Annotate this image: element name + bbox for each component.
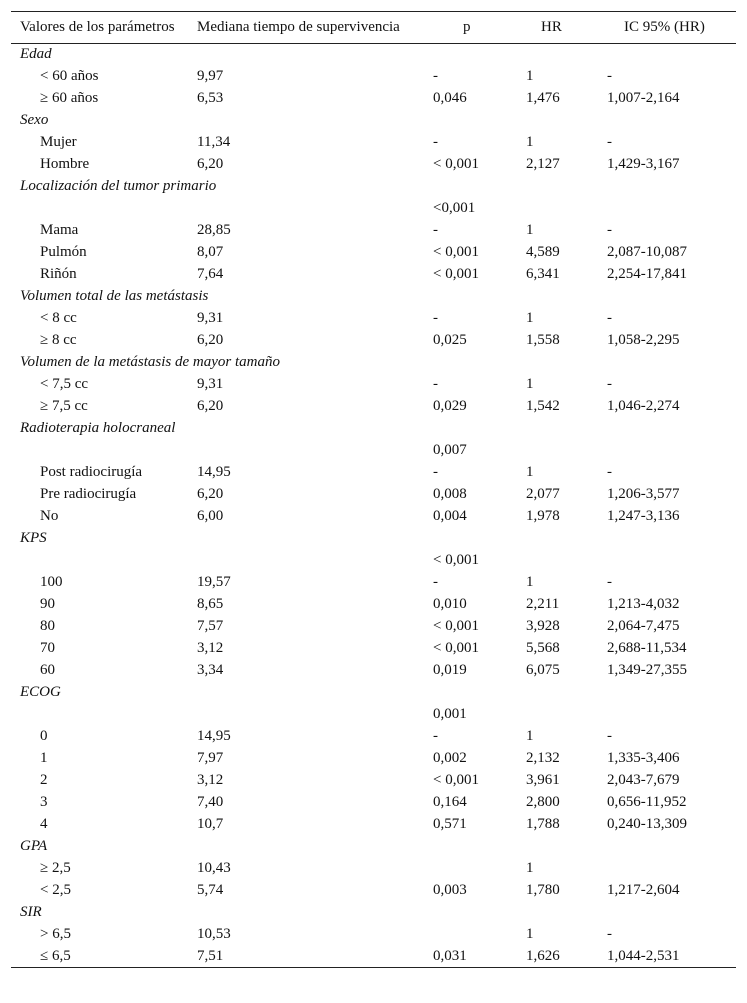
median-survival-cell [197, 198, 433, 220]
row-label: < 2,5 [40, 882, 71, 898]
hazard-ratio-cell: 2,077 [526, 486, 560, 502]
median-survival-cell: 19,57 [197, 574, 231, 590]
confidence-interval-cell: 1,044-2,531 [606, 946, 736, 968]
table-row [11, 308, 736, 330]
p-value-cell: 0,004 [433, 508, 467, 524]
hazard-ratio-cell: 1 [526, 222, 534, 238]
p-value-cell: < 0,001 [433, 244, 479, 260]
confidence-interval-cell: 1,217-2,604 [607, 882, 680, 898]
confidence-interval-cell [606, 440, 736, 462]
hazard-ratio-cell: 1 [526, 728, 534, 744]
survival-table [11, 11, 736, 968]
category-row [11, 902, 736, 924]
hazard-ratio-cell: 6,341 [526, 266, 560, 282]
median-survival-cell: 9,31 [197, 310, 224, 326]
category-row [11, 286, 736, 308]
confidence-interval-cell: 2,087-10,087 [607, 244, 687, 260]
header-confidence-interval: IC 95% (HR) [606, 12, 736, 44]
median-survival-cell: 6,20 [197, 156, 224, 172]
median-survival-cell: 7,97 [197, 750, 224, 766]
median-survival-cell: 6,20 [197, 486, 224, 502]
confidence-interval-cell: 1,335-3,406 [607, 750, 680, 766]
p-value-cell: - [433, 728, 438, 744]
p-value-cell: - [433, 464, 438, 480]
row-label [11, 704, 197, 726]
category-label: Localización del tumor primario [20, 178, 217, 194]
table-row [11, 770, 736, 792]
row-label: 70 [40, 640, 55, 656]
row-label: No [40, 508, 59, 524]
confidence-interval-cell: - [607, 310, 612, 326]
confidence-interval-cell: - [607, 926, 612, 942]
hazard-ratio-cell [526, 440, 606, 462]
p-value-cell: <0,001 [433, 200, 476, 216]
p-value-cell: 0,029 [433, 398, 467, 414]
row-label: < 8 cc [40, 310, 77, 326]
category-label: ECOG [20, 684, 61, 700]
category-row [11, 682, 736, 704]
table-row [11, 220, 736, 242]
table-row [11, 154, 736, 176]
hazard-ratio-cell: 2,127 [526, 156, 560, 172]
category-row [11, 836, 736, 858]
median-survival-cell: 9,31 [197, 376, 224, 392]
row-label [11, 440, 197, 462]
table-row [11, 264, 736, 286]
table-row [11, 506, 736, 528]
median-survival-cell: 3,12 [197, 772, 224, 788]
table-row [11, 396, 736, 418]
median-survival-cell: 7,40 [197, 794, 224, 810]
hazard-ratio-cell: 1,780 [526, 882, 560, 898]
hazard-ratio-cell: 5,568 [526, 640, 560, 656]
p-value-cell: < 0,001 [433, 772, 479, 788]
table-row [11, 594, 736, 616]
confidence-interval-cell: 1,429-3,167 [607, 156, 680, 172]
confidence-interval-cell: - [607, 222, 612, 238]
header-p-value: p [433, 12, 526, 44]
row-label: ≤ 6,5 [11, 946, 197, 968]
median-survival-cell: 7,51 [197, 946, 433, 968]
p-value-cell [433, 858, 526, 880]
confidence-interval-cell: - [607, 134, 612, 150]
hazard-ratio-cell: 1 [526, 68, 534, 84]
median-survival-cell [197, 704, 433, 726]
confidence-interval-cell: 0,240-13,309 [607, 816, 687, 832]
median-survival-cell: 6,00 [197, 508, 224, 524]
hazard-ratio-cell: 1 [526, 464, 534, 480]
median-survival-cell: 14,95 [197, 728, 231, 744]
confidence-interval-cell: 2,064-7,475 [607, 618, 680, 634]
p-value-cell: 0,025 [433, 332, 467, 348]
category-row [11, 418, 736, 440]
table-row [11, 88, 736, 110]
row-label: Mama [40, 222, 79, 238]
hazard-ratio-cell: 2,211 [526, 596, 560, 612]
p-value-cell: 0,003 [433, 882, 467, 898]
row-label: 4 [40, 816, 48, 832]
p-value-cell: - [433, 376, 438, 392]
row-label: 60 [40, 662, 55, 678]
row-label: 100 [40, 574, 63, 590]
table-row [11, 792, 736, 814]
hazard-ratio-cell: 3,961 [526, 772, 560, 788]
category-row [11, 176, 736, 198]
median-survival-cell [197, 550, 433, 572]
hazard-ratio-cell: 1,558 [526, 332, 560, 348]
row-label: ≥ 7,5 cc [40, 398, 88, 414]
median-survival-cell: 5,74 [197, 882, 224, 898]
table-row [11, 198, 736, 220]
hazard-ratio-cell: 4,589 [526, 244, 560, 260]
hazard-ratio-cell [526, 704, 606, 726]
median-survival-cell: 3,34 [197, 662, 224, 678]
table-row [11, 946, 736, 968]
table-row [11, 374, 736, 396]
table-row [11, 880, 736, 902]
category-row [11, 528, 736, 550]
confidence-interval-cell: 1,046-2,274 [607, 398, 680, 414]
row-label: 2 [40, 772, 48, 788]
confidence-interval-cell: 1,007-2,164 [607, 90, 680, 106]
row-label: < 7,5 cc [40, 376, 89, 392]
p-value-cell: 0,002 [433, 750, 467, 766]
category-label: GPA [20, 838, 48, 854]
confidence-interval-cell: 2,254-17,841 [607, 266, 687, 282]
row-label: < 60 años [40, 68, 99, 84]
category-row [11, 352, 736, 374]
table-row [11, 66, 736, 88]
median-survival-cell: 8,07 [197, 244, 224, 260]
p-value-cell: < 0,001 [433, 552, 479, 568]
category-label: SIR [20, 904, 42, 920]
p-value-cell: 0,010 [433, 596, 467, 612]
confidence-interval-cell [606, 198, 736, 220]
category-label: Sexo [20, 112, 49, 128]
confidence-interval-cell: 1,213-4,032 [607, 596, 680, 612]
hazard-ratio-cell: 1 [526, 926, 534, 942]
hazard-ratio-cell: 1,476 [526, 90, 560, 106]
confidence-interval-cell [606, 858, 736, 880]
row-label: 80 [40, 618, 55, 634]
hazard-ratio-cell [526, 198, 606, 220]
category-label: Edad [20, 46, 52, 63]
table-row [11, 550, 736, 572]
hazard-ratio-cell: 6,075 [526, 662, 560, 678]
p-value-cell: 0,571 [433, 816, 467, 832]
hazard-ratio-cell: 1,542 [526, 398, 560, 414]
confidence-interval-cell [606, 550, 736, 572]
p-value-cell: - [433, 574, 438, 590]
p-value-cell [433, 924, 526, 946]
median-survival-cell: 7,64 [197, 266, 224, 282]
table-row [11, 704, 736, 726]
confidence-interval-cell: - [607, 376, 612, 392]
hazard-ratio-cell: 1,978 [526, 508, 560, 524]
median-survival-cell: 3,12 [197, 640, 224, 656]
confidence-interval-cell: 1,349-27,355 [607, 662, 687, 678]
median-survival-cell: 6,53 [197, 90, 224, 106]
p-value-cell: 0,007 [433, 442, 467, 458]
table-header-row [11, 12, 736, 44]
row-label: 1 [40, 750, 48, 766]
table-row [11, 858, 736, 880]
header-median-survival: Mediana tiempo de supervivencia [197, 12, 433, 44]
p-value-cell: < 0,001 [433, 156, 479, 172]
confidence-interval-cell: 1,206-3,577 [607, 486, 680, 502]
confidence-interval-cell: 2,043-7,679 [607, 772, 680, 788]
table-row [11, 462, 736, 484]
hazard-ratio-cell: 1 [526, 574, 534, 590]
p-value-cell: 0,008 [433, 486, 467, 502]
row-label: ≥ 60 años [40, 90, 99, 106]
median-survival-cell: 6,20 [197, 332, 224, 348]
category-label: Volumen total de las metástasis [20, 288, 209, 304]
p-value-cell: < 0,001 [433, 618, 479, 634]
p-value-cell: 0,031 [433, 946, 526, 968]
table-row [11, 726, 736, 748]
median-survival-cell: 14,95 [197, 464, 231, 480]
confidence-interval-cell: - [607, 68, 612, 84]
confidence-interval-cell [606, 704, 736, 726]
row-label: Hombre [40, 156, 90, 172]
category-label: KPS [20, 530, 47, 546]
median-survival-cell [197, 440, 433, 462]
p-value-cell: - [433, 222, 438, 238]
hazard-ratio-cell: 1 [526, 134, 534, 150]
hazard-ratio-cell: 2,132 [526, 750, 560, 766]
p-value-cell: < 0,001 [433, 640, 479, 656]
hazard-ratio-cell [526, 550, 606, 572]
row-label: Post radiocirugía [40, 464, 143, 480]
confidence-interval-cell: 1,058-2,295 [607, 332, 680, 348]
p-value-cell: 0,164 [433, 794, 467, 810]
table-row [11, 638, 736, 660]
table-row [11, 616, 736, 638]
median-survival-cell: 10,7 [197, 816, 224, 832]
p-value-cell: - [433, 310, 438, 326]
hazard-ratio-cell: 3,928 [526, 618, 560, 634]
p-value-cell: 0,046 [433, 90, 467, 106]
confidence-interval-cell: - [607, 728, 612, 744]
hazard-ratio-cell: 1 [526, 860, 534, 876]
median-survival-cell: 8,65 [197, 596, 224, 612]
confidence-interval-cell: - [607, 574, 612, 590]
hazard-ratio-cell: 1 [526, 310, 534, 326]
category-label: Radioterapia holocraneal [20, 420, 176, 436]
p-value-cell: < 0,001 [433, 266, 479, 282]
table-row [11, 242, 736, 264]
row-label: Mujer [40, 134, 77, 150]
row-label: ≥ 2,5 [40, 860, 71, 876]
table-row [11, 572, 736, 594]
confidence-interval-cell: 0,656-11,952 [607, 794, 687, 810]
table-row [11, 132, 736, 154]
row-label: Pulmón [40, 244, 87, 260]
confidence-interval-cell: - [607, 464, 612, 480]
median-survival-cell: 7,57 [197, 618, 224, 634]
row-label: 90 [40, 596, 55, 612]
category-row [11, 110, 736, 132]
header-hazard-ratio: HR [526, 12, 606, 44]
table-row [11, 748, 736, 770]
header-parameter-values: Valores de los parámetros [11, 12, 197, 44]
p-value-cell: - [433, 134, 438, 150]
median-survival-cell: 10,43 [197, 860, 231, 876]
table-row [11, 440, 736, 462]
p-value-cell: 0,019 [433, 662, 467, 678]
confidence-interval-cell: 2,688-11,534 [607, 640, 687, 656]
row-label: 3 [40, 794, 48, 810]
median-survival-cell: 11,34 [197, 134, 231, 150]
hazard-ratio-cell: 2,800 [526, 794, 560, 810]
row-label: > 6,5 [40, 926, 71, 942]
row-label: 0 [40, 728, 48, 744]
table-body [11, 44, 736, 968]
p-value-cell: - [433, 68, 438, 84]
category-row [11, 44, 736, 66]
median-survival-cell: 10,53 [197, 926, 231, 942]
table-row [11, 484, 736, 506]
row-label: ≥ 8 cc [40, 332, 77, 348]
row-label [11, 550, 197, 572]
category-label: Volumen de la metástasis de mayor tamaño [20, 354, 280, 370]
row-label: Riñón [40, 266, 77, 282]
row-label: Pre radiocirugía [40, 486, 137, 502]
table-row [11, 330, 736, 352]
hazard-ratio-cell: 1,626 [526, 946, 606, 968]
table-row [11, 660, 736, 682]
table-row [11, 814, 736, 836]
hazard-ratio-cell: 1 [526, 376, 534, 392]
median-survival-cell: 28,85 [197, 222, 231, 238]
p-value-cell: 0,001 [433, 706, 467, 722]
median-survival-cell: 6,20 [197, 398, 224, 414]
confidence-interval-cell: 1,247-3,136 [607, 508, 680, 524]
hazard-ratio-cell: 1,788 [526, 816, 560, 832]
table-row [11, 924, 736, 946]
row-label [11, 198, 197, 220]
median-survival-cell: 9,97 [197, 68, 224, 84]
